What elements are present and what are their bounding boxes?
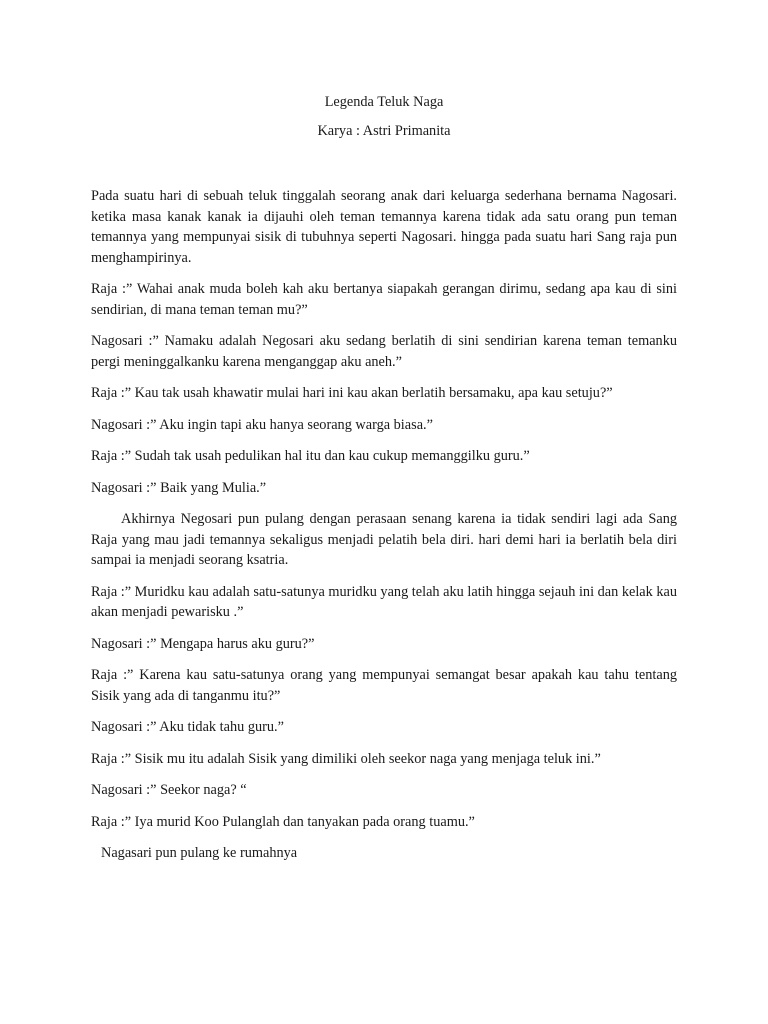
body-text <box>91 186 677 864</box>
author-line: Karya : Astri Primanita <box>317 122 451 139</box>
paragraph: Nagasari pun pulang ke rumahnya <box>101 845 298 861</box>
title-block <box>91 92 677 141</box>
paragraph: Nagosari :” Namaku adalah Negosari aku sedang berlatih di sini sendirian karena teman temanku pergi meninggalkanku karena menganggap aku aneh.” <box>91 333 677 370</box>
paragraph: Raja :” Kau tak usah khawatir mulai hari ini kau akan berlatih bersamaku, apa kau setuju?” <box>91 385 613 401</box>
document-title: Legenda Teluk Naga <box>324 94 444 110</box>
paragraph: Nagosari :” Baik yang Mulia.” <box>91 479 267 496</box>
paragraph: Raja :” Sudah tak usah pedulikan hal itu dan kau cukup memanggilku guru.” <box>91 448 530 464</box>
paragraph: Raja :” Muridku kau adalah satu-satunya muridku yang telah aku latih hingga sejauh ini dan kelak kau akan menjadi pewarisku .” <box>91 583 678 620</box>
paragraph: Raja :” Karena kau satu-satunya orang yang mempunyai semangat besar apakah kau tahu tentang Sisik yang ada di tanganmu itu?” <box>91 667 677 704</box>
paragraph: Nagosari :” Seekor naga? “ <box>91 782 247 798</box>
paragraph: Raja :” Iya murid Koo Pulanglah dan tanyakan pada orang tuamu.” <box>91 813 475 830</box>
paragraph: Nagosari :” Aku tidak tahu guru.” <box>91 719 284 735</box>
paragraph: Nagosari :” Mengapa harus aku guru?” <box>91 635 315 652</box>
paragraph: Nagosari :” Aku ingin tapi aku hanya seorang warga biasa.” <box>91 416 433 433</box>
paragraph: Akhirnya Negosari pun pulang dengan perasaan senang karena ia tidak sendiri lagi ada Sang Raja yang mau jadi temannya sekaligus menjadi pelatih bela diri. hari demi hari ia berlatih bela diri sampai ia menjadi seorang ksatria. <box>91 511 677 568</box>
paragraph: Pada suatu hari di sebuah teluk tinggalah seorang anak dari keluarga sederhana bernama Nagosari. ketika masa kanak kanak ia dijauhi oleh teman temannya karena tidak ada satu orang pun teman temannya yang mempunyai sisik di tubuhnya seperti Nagosari. hingga pada suatu hari Sang raja pun menghampirinya. <box>91 188 677 266</box>
paragraph: Raja :” Sisik mu itu adalah Sisik yang dimiliki oleh seekor naga yang menjaga teluk ini.” <box>91 750 601 767</box>
paragraph: Raja :” Wahai anak muda boleh kah aku bertanya siapakah gerangan dirimu, sedang apa kau di sini sendirian, di mana teman teman mu?” <box>91 281 677 318</box>
